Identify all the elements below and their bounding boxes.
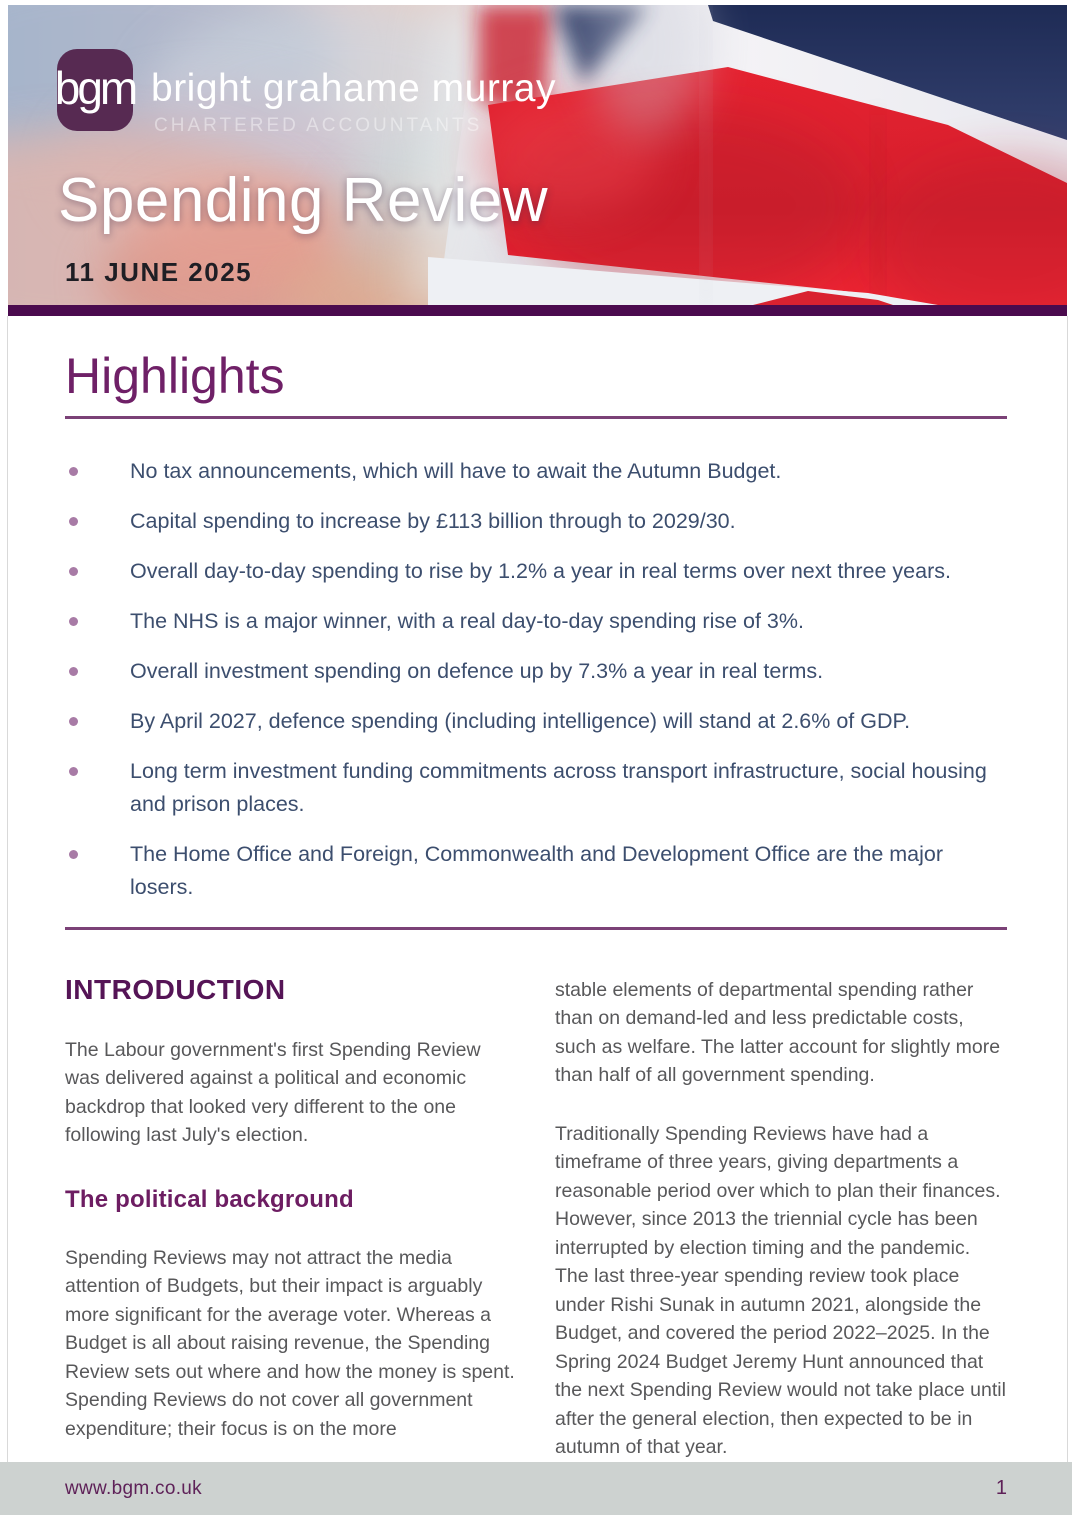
- brand-subtitle: CHARTERED ACCOUNTANTS: [154, 115, 483, 136]
- introduction-section: [65, 974, 1007, 1462]
- bullet-text: Capital spending to increase by £113 billion through to 2029/30.: [130, 508, 736, 533]
- bullet-item: [65, 838, 1007, 904]
- bullet-item: [65, 605, 1007, 638]
- page-edge-line: [1067, 316, 1068, 1462]
- intro-left-column: [65, 974, 517, 1462]
- intro-right-column: [555, 974, 1007, 1462]
- page-footer: [0, 1462, 1072, 1515]
- bullet-text: The NHS is a major winner, with a real day-to-day spending rise of 3%.: [130, 608, 804, 633]
- highlights-section: [65, 350, 1007, 930]
- page-number: 1: [995, 1477, 1007, 1499]
- intro-paragraph-1: The Labour government's first Spending Review was delivered against a political and economic backdrop that looked very different to the one following last July's election.: [65, 1038, 481, 1146]
- page-body: [65, 316, 1007, 1462]
- political-background-subheading: The political background: [65, 1185, 354, 1213]
- bullet-dot-icon: [69, 517, 78, 526]
- bullet-dot-icon: [69, 667, 78, 676]
- bullet-dot-icon: [69, 717, 78, 726]
- bullet-text: By April 2027, defence spending (including intelligence) will stand at 2.6% of GDP.: [130, 708, 911, 733]
- document-title: Spending Review: [58, 166, 549, 235]
- intro-right-paragraph-1: stable elements of departmental spending rather than on demand-led and less predictable costs, such as welfare. The latter account for slightly more than half of all government spending.: [555, 978, 1001, 1086]
- intro-paragraph-2: Spending Reviews may not attract the media attention of Budgets, but their impact is arguably more significant for the average voter. Whereas a Budget is all about raising revenue, the Spending Review sets out where and how the money is spent. Spending Reviews do not cover all government expenditure; their focus is on the more: [65, 1246, 515, 1440]
- bullet-dot-icon: [69, 467, 78, 476]
- bgm-logo-text: bgm: [54, 62, 136, 114]
- bullet-item: [65, 705, 1007, 738]
- highlights-heading: Highlights: [65, 348, 285, 404]
- divider-top: [65, 416, 1007, 419]
- highlights-bullet-list: [65, 455, 1007, 904]
- bullet-item: [65, 755, 1007, 821]
- bullet-text: Overall day-to-day spending to rise by 1.2% a year in real terms over next three years.: [130, 558, 951, 583]
- bullet-dot-icon: [69, 617, 78, 626]
- bullet-text: Long term investment funding commitments across transport infrastructure, social housing and prison places.: [130, 758, 987, 816]
- introduction-heading: INTRODUCTION: [65, 973, 286, 1005]
- bullet-item: [65, 505, 1007, 538]
- bullet-dot-icon: [69, 567, 78, 576]
- divider-bottom: [65, 927, 1007, 930]
- document-date: 11 JUNE 2025: [65, 257, 253, 287]
- bullet-dot-icon: [69, 850, 78, 859]
- brand-name: bright grahame murray: [151, 67, 556, 110]
- header-banner: [8, 5, 1067, 305]
- bgm-logo: [54, 49, 136, 131]
- bullet-text: The Home Office and Foreign, Commonwealth and Development Office are the major losers.: [130, 841, 944, 899]
- intro-right-paragraph-2: Traditionally Spending Reviews have had a timeframe of three years, giving departments a reasonable period over which to plan their finances. However, since 2013 the triennial cycle has been interrupted by election timing and the pandemic. The last three-year spending review took place under Rishi Sunak in autumn 2021, alongside the Budget, and covered the period 2022–2025. In the Spring 2024 Budget Jeremy Hunt announced that the next Spending Review would not take place until after the general election, then expected to be in autumn of that year.: [555, 1122, 1006, 1458]
- bullet-dot-icon: [69, 767, 78, 776]
- bullet-item: [65, 455, 1007, 488]
- page-edge-line: [7, 316, 8, 1462]
- website-link[interactable]: www.bgm.co.uk: [65, 1477, 202, 1499]
- bullet-text: Overall investment spending on defence up by 7.3% a year in real terms.: [130, 658, 824, 683]
- bullet-text: No tax announcements, which will have to await the Autumn Budget.: [130, 458, 782, 483]
- bullet-item: [65, 655, 1007, 688]
- bullet-item: [65, 555, 1007, 588]
- accent-bar: [8, 305, 1067, 316]
